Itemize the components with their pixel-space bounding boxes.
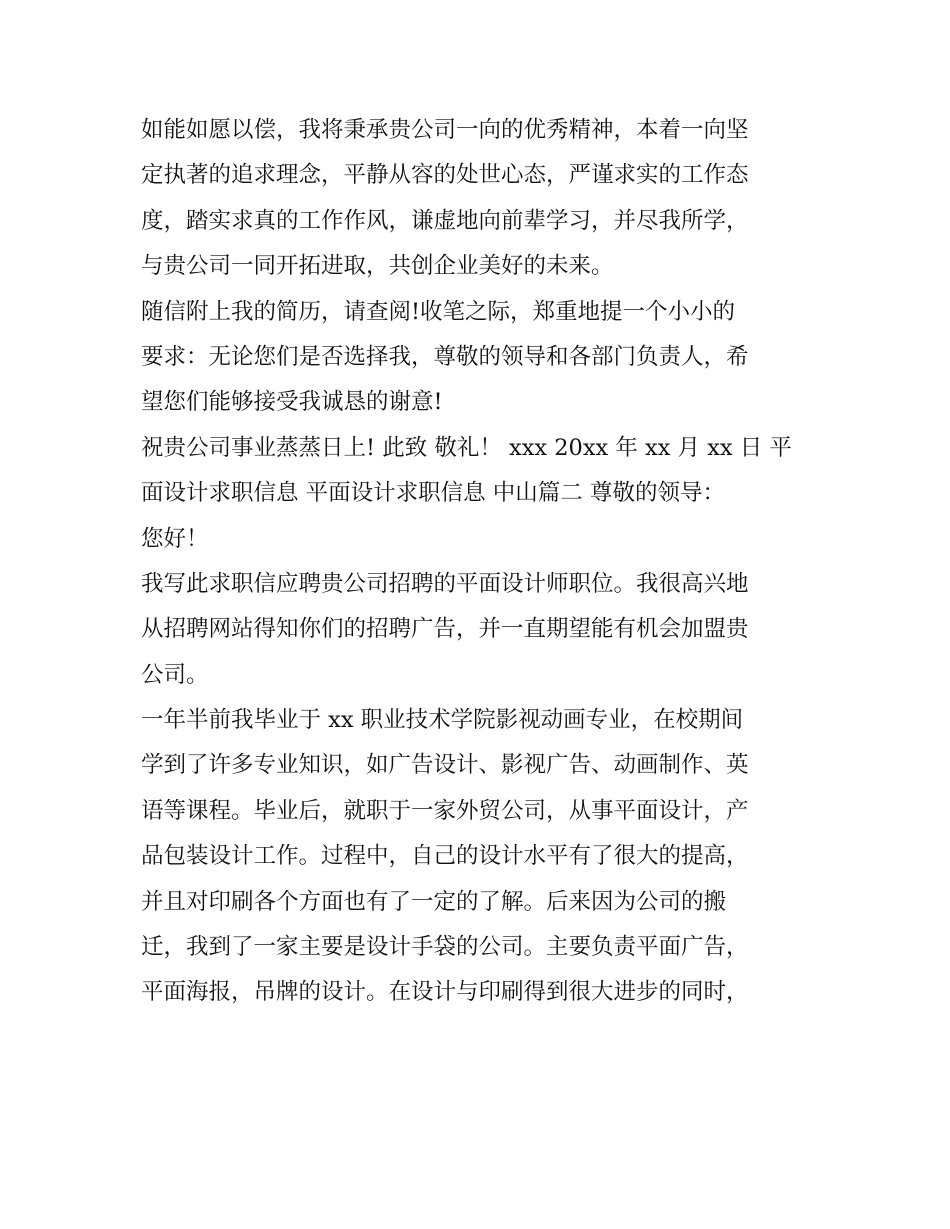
text-line: 与贵公司一同开拓进取，共创企业美好的未来。 bbox=[141, 253, 614, 280]
text-line: 迁，我到了一家主要是设计手袋的公司。主要负责平面广告， bbox=[141, 934, 749, 961]
text-line: 学到了许多专业知识，如广告设计、影视广告、动画制作、英 bbox=[141, 752, 749, 779]
text-line: 望您们能够接受我诚恳的谢意! bbox=[141, 389, 443, 416]
text-line: 语等课程。毕业后，就职于一家外贸公司，从事平面设计，产 bbox=[141, 797, 749, 824]
document-body bbox=[141, 108, 821, 1016]
text-line: 品包装设计工作。过程中，自己的设计水平有了很大的提高， bbox=[141, 843, 749, 870]
text-line: 随信附上我的简历，请查阅!收笔之际，郑重地提一个小小的 bbox=[141, 298, 736, 325]
text-line: 您好！ bbox=[141, 525, 209, 552]
text-line: 公司。 bbox=[141, 661, 209, 688]
text-line: 从招聘网站得知你们的招聘广告，并一直期望能有机会加盟贵 bbox=[141, 616, 749, 643]
text-line: 度，踏实求真的工作作风，谦虚地向前辈学习，并尽我所学， bbox=[141, 207, 749, 234]
text-line: 定执著的追求理念，平静从容的处世心态，严谨求实的工作态 bbox=[141, 162, 749, 189]
text-line: 平面海报，吊牌的设计。在设计与印刷得到很大进步的同时， bbox=[141, 979, 749, 1006]
text-line: 并且对印刷各个方面也有了一定的了解。后来因为公司的搬 bbox=[141, 888, 727, 915]
text-line: 一年半前我毕业于 xx 职业技术学院影视动画专业，在校期间 bbox=[141, 707, 744, 734]
text-line: 祝贵公司事业蒸蒸日上! 此致 敬礼！ xxx 20xx 年 xx 月 xx 日 平 bbox=[141, 434, 792, 461]
text-line: 我写此求职信应聘贵公司招聘的平面设计师职位。我很高兴地 bbox=[141, 570, 749, 597]
text-line: 如能如愿以偿，我将秉承贵公司一向的优秀精神，本着一向坚 bbox=[141, 117, 749, 143]
text-line: 面设计求职信息 平面设计求职信息 中山篇二 尊敬的领导： bbox=[141, 480, 725, 507]
text-line: 要求：无论您们是否选择我，尊敬的领导和各部门负责人，希 bbox=[141, 343, 749, 370]
